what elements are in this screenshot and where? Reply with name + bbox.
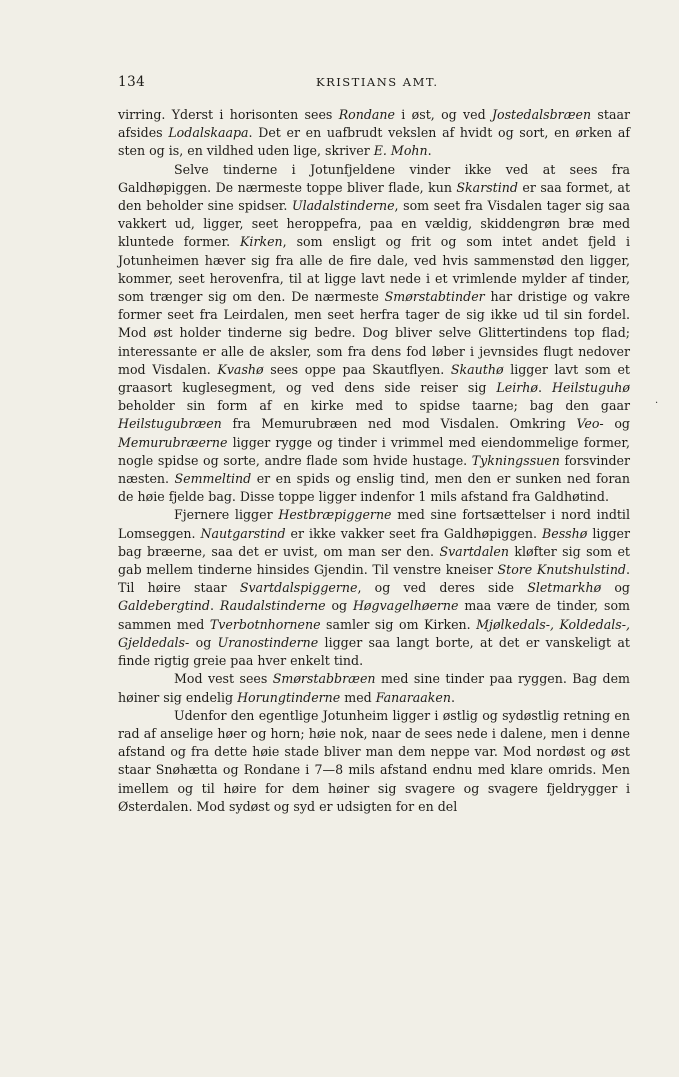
italic-term: Rondane bbox=[338, 107, 395, 122]
italic-term: Kvashø bbox=[217, 361, 264, 377]
italic-term: Uladalstinderne bbox=[292, 198, 395, 214]
page-number: 134 bbox=[118, 74, 146, 90]
text-run: ligger bag bræerne, saa det er uvist, om man ser den. bbox=[118, 525, 630, 559]
text-run: ligger lavt som et graasort kuglesegment, og ved dens side reiser sig bbox=[118, 361, 630, 396]
italic-term: Veo- bbox=[576, 416, 604, 432]
text-run: , og ved deres side bbox=[357, 580, 528, 596]
italic-term: Svartdalspiggerne bbox=[239, 580, 358, 596]
text-run: forsvinder næsten. bbox=[118, 452, 630, 487]
paragraph bbox=[118, 707, 630, 816]
text-run: og bbox=[601, 580, 630, 596]
italic-term: Horungtinderne bbox=[237, 689, 341, 705]
italic-term: Leirhø bbox=[496, 380, 538, 396]
italic-term: Raudalstinderne bbox=[219, 598, 326, 614]
text-run: virring. Yderst i horisonten sees bbox=[118, 107, 339, 122]
italic-term: Tykningssuen bbox=[471, 452, 560, 468]
text-run: . bbox=[427, 143, 432, 159]
text-run: med bbox=[340, 689, 376, 705]
text-run: ligger saa langt borte, at det er vanskeligt at finde rigtig greie paa hver enkelt tind. bbox=[118, 634, 630, 669]
text-run: staar afsides bbox=[118, 107, 630, 141]
italic-term: Høgvagelhøerne bbox=[352, 598, 459, 614]
margin-speck: · bbox=[655, 398, 659, 409]
italic-term: Jostedalsbræen bbox=[491, 107, 592, 122]
italic-term: E. Mohn bbox=[373, 143, 428, 159]
italic-term: Heilstugubræen bbox=[118, 416, 222, 432]
italic-term: Uranostinderne bbox=[217, 634, 319, 650]
text-run: Mod vest sees bbox=[174, 671, 273, 687]
text-run: beholder sin form af en kirke med to spidse taarne; bag den gaar bbox=[118, 398, 630, 414]
italic-term: Store Knutshulstind bbox=[497, 562, 626, 578]
text-run: er ikke vakker seet fra Galdhøpiggen. bbox=[285, 525, 542, 541]
text-run: samler sig om Kirken. bbox=[320, 616, 477, 632]
italic-term: Tverbotnhornene bbox=[209, 616, 321, 632]
paragraph bbox=[118, 670, 630, 706]
paragraph bbox=[118, 106, 630, 161]
italic-term: Hestbræpiggerne bbox=[278, 507, 392, 523]
running-head bbox=[118, 74, 627, 94]
text-run: , som ensligt og frit og som intet andet fjeld i Jotunheimen hæver sig fra alle de fire dale, ved hvis sammenstød den ligger, kommer, seet herovenfra, til at ligge lavt nede i et vrimlende mylder af tinder, som trænger sig om den. De nærmeste bbox=[118, 234, 630, 305]
body-text bbox=[118, 106, 630, 816]
paragraph bbox=[118, 161, 630, 507]
text-run: . bbox=[209, 598, 220, 614]
text-run: i øst, og ved bbox=[395, 107, 492, 122]
text-run: kløfter sig som et gab mellem tinderne hinsides Gjendin. Til venstre kneiser bbox=[118, 543, 630, 578]
italic-term: Sletmarkhø bbox=[527, 580, 602, 596]
text-run: er en spids og enslig tind, men den er sunken ned foran de høie fjelde bag. Disse toppe ligger indenfor 1 mils afstand fra Galdhøtind. bbox=[118, 471, 630, 505]
text-run: ligger rygge og tinder i vrimmel med eiendommelige former, nogle spidse og sorte, andre flade som hvide hustage. bbox=[118, 434, 630, 468]
text-run: og bbox=[325, 598, 353, 614]
text-run: fra Memurubræen ned mod Visdalen. Omkring bbox=[221, 416, 577, 432]
italic-term: Memurubræerne bbox=[118, 434, 228, 450]
text-run: med sine fortsættelser i nord indtil Lomseggen. bbox=[118, 507, 630, 541]
italic-term: Lodalskaapa bbox=[168, 125, 249, 141]
text-run: , som seet fra Visdalen tager sig saa vakkert ud, ligger, seet heroppefra, paa en vældig, skiddengrøn bræ med kluntede former. bbox=[118, 198, 630, 250]
italic-term: Skarstind bbox=[456, 179, 518, 195]
italic-term: Kirken bbox=[240, 234, 283, 250]
text-run: og bbox=[603, 416, 630, 432]
paragraph bbox=[118, 506, 630, 670]
text-run: Selve tinderne i Jotunfjeldene vinder ikke ved at sees fra Galdhøpiggen. De nærmeste toppe bliver flade, kun bbox=[118, 161, 630, 195]
italic-term: Heilstuguhø bbox=[552, 380, 630, 396]
italic-term: Besshø bbox=[542, 525, 588, 541]
italic-term: Semmeltind bbox=[174, 471, 252, 487]
text-run: har dristige og vakre former seet fra Leirdalen, men seet herfra tager de sig ikke ud til sin fordel. Mod øst holder tinderne sig bedre. Dog bliver selve Glittertindens top flad; interessante er alle de aksler, som fra dens fod løber i jevnsides flugt nedover mod Visdalen. bbox=[118, 289, 631, 377]
text-run: er saa formet, at den beholder sine spidser. bbox=[118, 179, 631, 214]
italic-term: Fanaraaken bbox=[375, 689, 451, 705]
text-run: Fjernere ligger bbox=[174, 507, 279, 523]
italic-term: Mjølkedals-, Koldedals-, Gjeldedals- bbox=[118, 616, 630, 650]
running-title: KRISTIANS AMT. bbox=[316, 75, 439, 89]
text-run: sees oppe paa Skautflyen. bbox=[263, 361, 451, 377]
text-run: og bbox=[189, 634, 218, 650]
text-run: Udenfor den egentlige Jotunheim ligger i østlig og sydøstlig retning en rad af anselige høer og horn; høie nok, naar de sees nede i dalene, men i denne afstand og fra dette høie stade bliver man dem neppe var. Mod nordøst og øst staar Snøhætta og Rondane i 7—8 mils afstand endnu med klare omrids. Men imellem og til høire for dem høiner sig svagere og svagere fjeldrygger i Østerdalen. Mod sydøst og syd er udsigten for en del bbox=[118, 707, 630, 814]
text-run: maa være de tinder, som sammen med bbox=[118, 598, 630, 632]
text-run: . bbox=[450, 689, 455, 705]
italic-term: Smørstabbræen bbox=[272, 671, 376, 687]
text-run: med sine tinder paa ryggen. Bag dem høiner sig endelig bbox=[118, 671, 630, 705]
italic-term: Skauthø bbox=[450, 361, 504, 377]
text-run: . bbox=[537, 380, 552, 396]
italic-term: Smørstabtinder bbox=[384, 289, 485, 305]
italic-term: Galdebergtind bbox=[118, 598, 210, 614]
italic-term: Svartdalen bbox=[439, 543, 509, 559]
text-run: . Til høire staar bbox=[118, 562, 631, 596]
italic-term: Nautgarstind bbox=[200, 525, 286, 541]
text-run: . Det er en uafbrudt vekslen af hvidt og sort, en ørken af sten og is, en vildhed uden lige, skriver bbox=[118, 125, 630, 159]
